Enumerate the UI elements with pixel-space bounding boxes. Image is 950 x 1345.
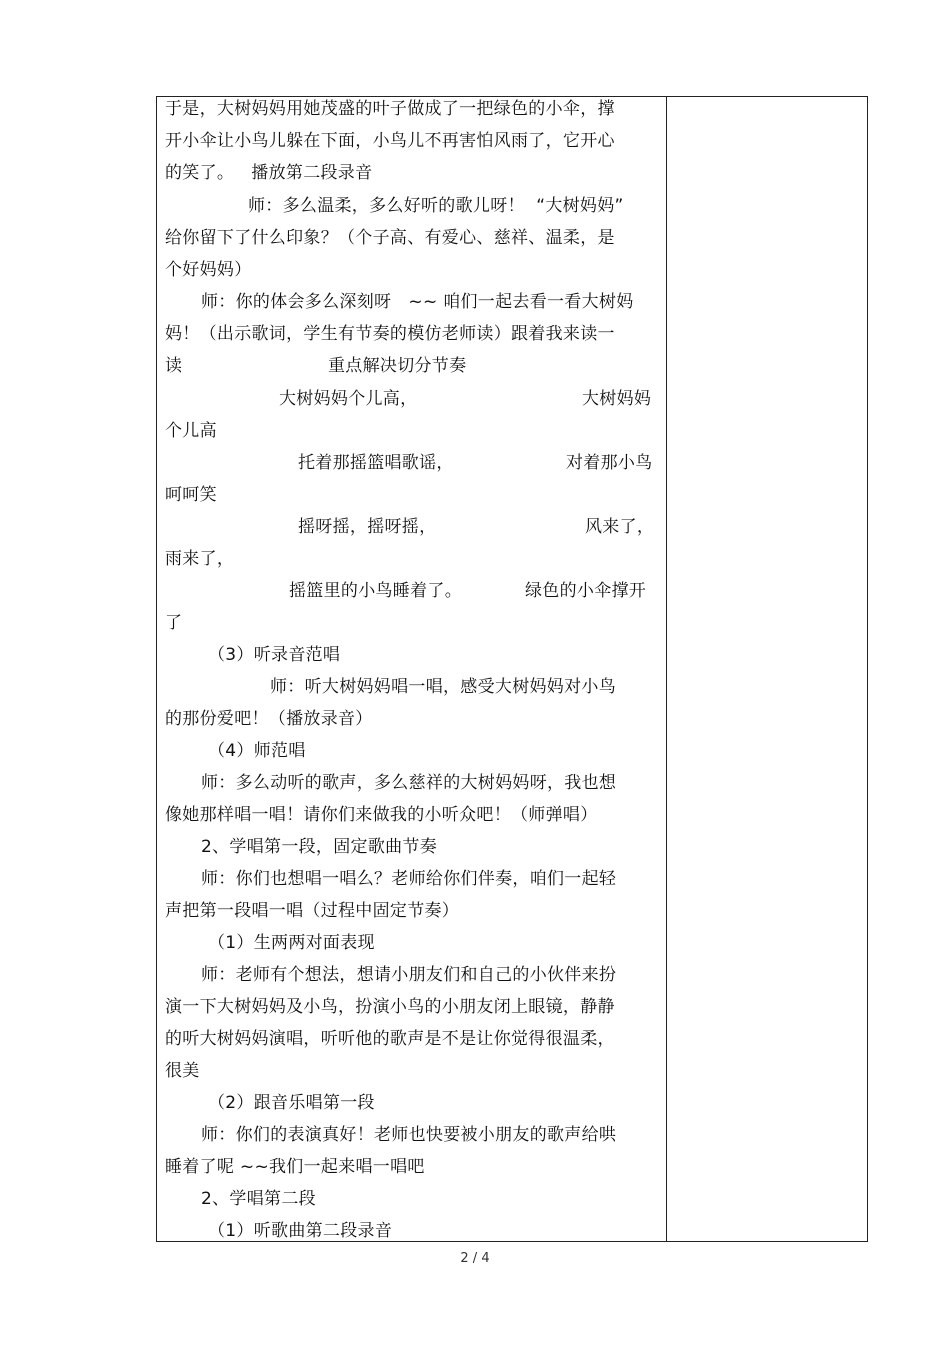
text-line: （1）听歌曲第二段录音 (208, 1221, 393, 1241)
text-line: 师：你们的表演真好！老师也快要被小朋友的歌声给哄 (201, 1125, 617, 1145)
text-line: （1）生两两对面表现 (208, 933, 375, 953)
text-line: 的那份爱吧！（播放录音） (165, 709, 373, 729)
text-line: 声把第一段唱一唱（过程中固定节奏） (165, 901, 460, 921)
text-line: 开小伞让小鸟儿躲在下面，小鸟儿不再害怕风雨了，它开心 (165, 131, 615, 151)
text-line: 很美 (165, 1061, 200, 1081)
lyric-line: 风来了， (585, 517, 655, 537)
text-line: 妈！（出示歌词，学生有节奏的模仿老师读）跟着我来读一 (165, 324, 615, 344)
text-line: 师：多么动听的歌声，多么慈祥的大树妈妈呀，我也想 (201, 773, 617, 793)
lyric-line: 大树妈妈个儿高， (279, 389, 418, 409)
text-line: （3）听录音范唱 (208, 645, 341, 665)
text-line: 睡着了呢 ~~我们一起来唱一唱吧 (165, 1157, 425, 1177)
lyric-line: 了 (165, 613, 183, 633)
text-line: 师：老师有个想法，想请小朋友们和自己的小伙伴来扮 (201, 965, 617, 985)
text-line: 于是，大树妈妈用她茂盛的叶子做成了一把绿色的小伞，撑 (165, 99, 615, 119)
text-line: 给你留下了什么印象？（个子高、有爱心、慈祥、温柔，是 (165, 228, 615, 248)
text-line: （4）师范唱 (208, 741, 306, 761)
text-line: 的笑了。 播放第二段录音 (165, 163, 373, 183)
table-column-divider (666, 96, 667, 1242)
lyric-line: 呵呵笑 (165, 485, 217, 505)
text-line: 2、学唱第二段 (201, 1189, 316, 1209)
lyric-line: 摇呀摇，摇呀摇， (298, 517, 437, 537)
lesson-table (156, 96, 868, 1242)
text-line: 师：听大树妈妈唱一唱，感受大树妈妈对小鸟 (270, 677, 616, 697)
text-line: 像她那样唱一唱！请你们来做我的小听众吧！（师弹唱） (165, 805, 598, 825)
lyric-line: 个儿高 (165, 421, 217, 441)
text-line: 师：多么温柔，多么好听的歌儿呀！ “大树妈妈” (248, 196, 624, 216)
lyric-line: 雨来了， (165, 549, 235, 569)
lyric-line: 绿色的小伞撑开 (525, 581, 647, 601)
text-line: 的听大树妈妈演唱，听听他的歌声是不是让你觉得很温柔， (165, 1029, 615, 1049)
text-line: 师：你的体会多么深刻呀 ~~ 咱们一起去看一看大树妈 (201, 292, 634, 312)
text-line: 演一下大树妈妈及小鸟，扮演小鸟的小朋友闭上眼镜，静静 (165, 997, 615, 1017)
lyric-line: 摇篮里的小鸟睡着了。 (289, 581, 462, 601)
lyric-line: 大树妈妈 (582, 389, 652, 409)
text-line: 2、学唱第一段，固定歌曲节奏 (201, 837, 438, 857)
text-line: 个好妈妈） (165, 260, 252, 280)
page-number: 2 / 4 (460, 1251, 490, 1266)
text-line: 师：你们也想唱一唱么？老师给你们伴奏，咱们一起轻 (201, 869, 617, 889)
text-line: 重点解决切分节奏 (328, 356, 467, 376)
text-line: 读 (165, 356, 183, 376)
text-line: （2）跟音乐唱第一段 (208, 1093, 375, 1113)
lyric-line: 对着那小鸟 (566, 453, 653, 473)
lyric-line: 托着那摇篮唱歌谣， (298, 453, 454, 473)
